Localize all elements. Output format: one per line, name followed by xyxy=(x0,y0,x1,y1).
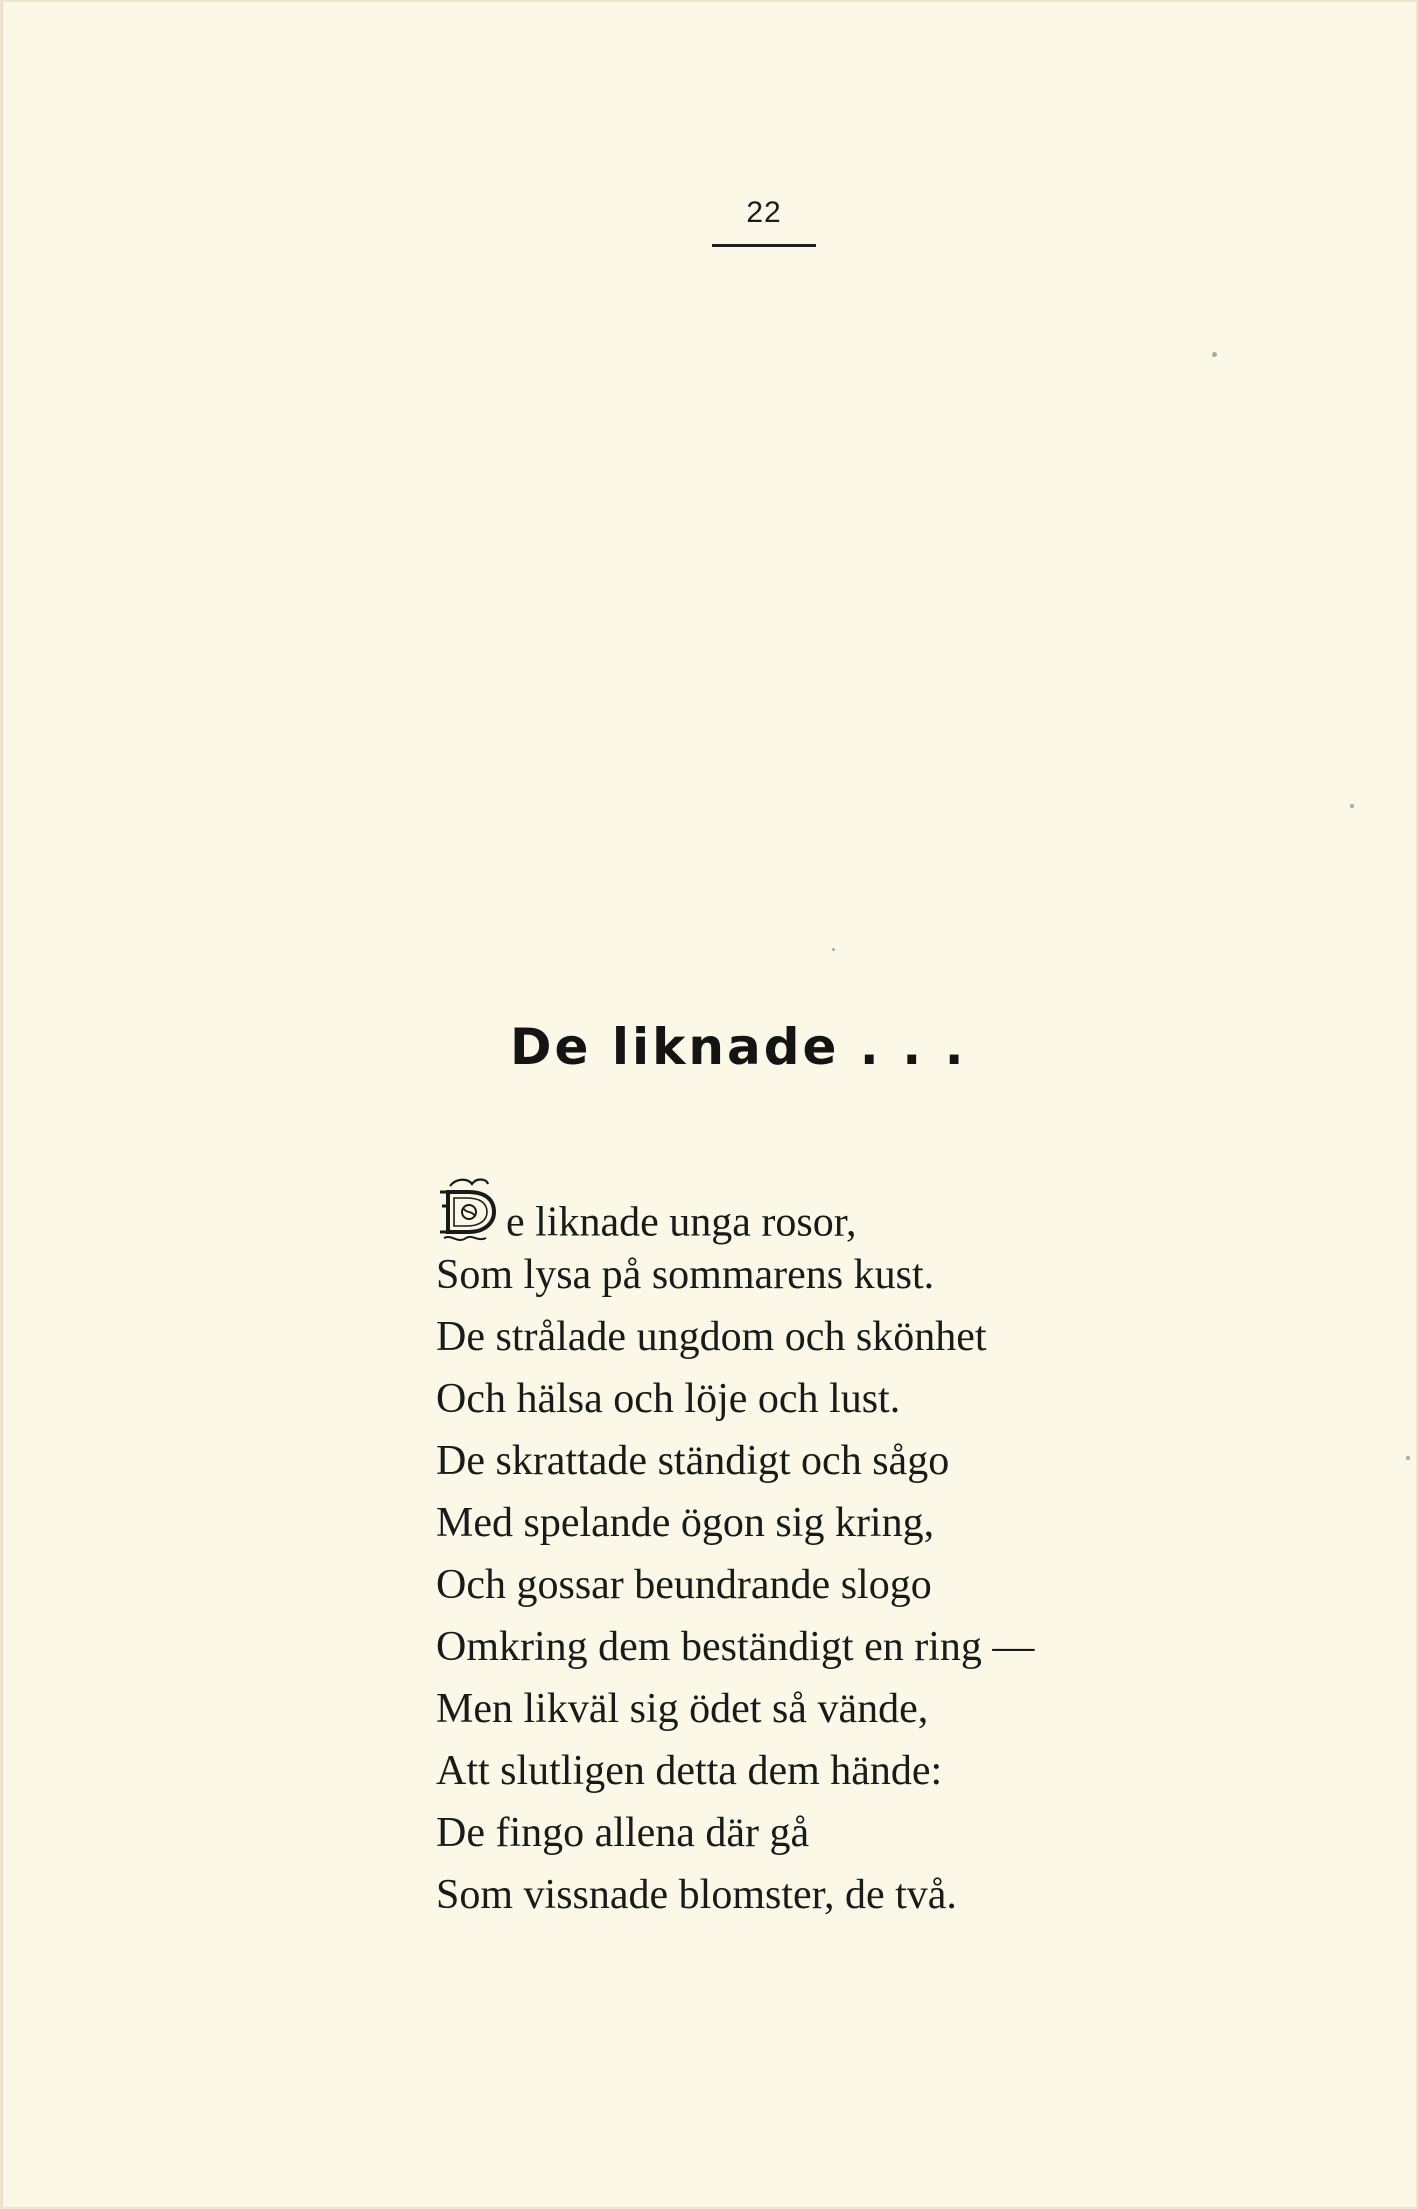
drop-cap-d-icon xyxy=(436,1176,500,1246)
poem-line: Och hälsa och löje och lust. xyxy=(436,1376,901,1422)
poem-line: Som vissnade blomster, de två. xyxy=(436,1872,957,1918)
poem-line: De skrattade ständigt och sågo xyxy=(436,1438,950,1484)
paper-speck xyxy=(1350,804,1354,808)
poem-title: De liknade . . . xyxy=(510,1018,967,1076)
paper-speck xyxy=(1212,352,1217,357)
paper-speck xyxy=(1406,1456,1410,1460)
page-number: 22 xyxy=(746,196,782,229)
poem-line-first xyxy=(436,1182,1196,1244)
poem-line: De strålade ungdom och skönhet xyxy=(436,1314,987,1360)
poem-line: Omkring dem beständigt en ring — xyxy=(436,1624,1035,1670)
page-number-underline xyxy=(712,244,816,247)
poem-line: Som lysa på sommarens kust. xyxy=(436,1252,935,1298)
poem-line: De fingo allena där gå xyxy=(436,1810,810,1856)
poem-line: Men likväl sig ödet så vände, xyxy=(436,1686,929,1732)
poem-line: Och gossar beundrande slogo xyxy=(436,1562,932,1608)
ornamental-drop-cap xyxy=(436,1176,500,1264)
poem-line: Med spelande ögon sig kring, xyxy=(436,1500,935,1546)
paper-speck xyxy=(832,948,835,951)
poem-line: Att slutligen detta dem hände: xyxy=(436,1748,943,1794)
poem-line-first-text: e liknade unga rosor, xyxy=(506,1199,857,1246)
poem-body xyxy=(436,1182,1196,1926)
